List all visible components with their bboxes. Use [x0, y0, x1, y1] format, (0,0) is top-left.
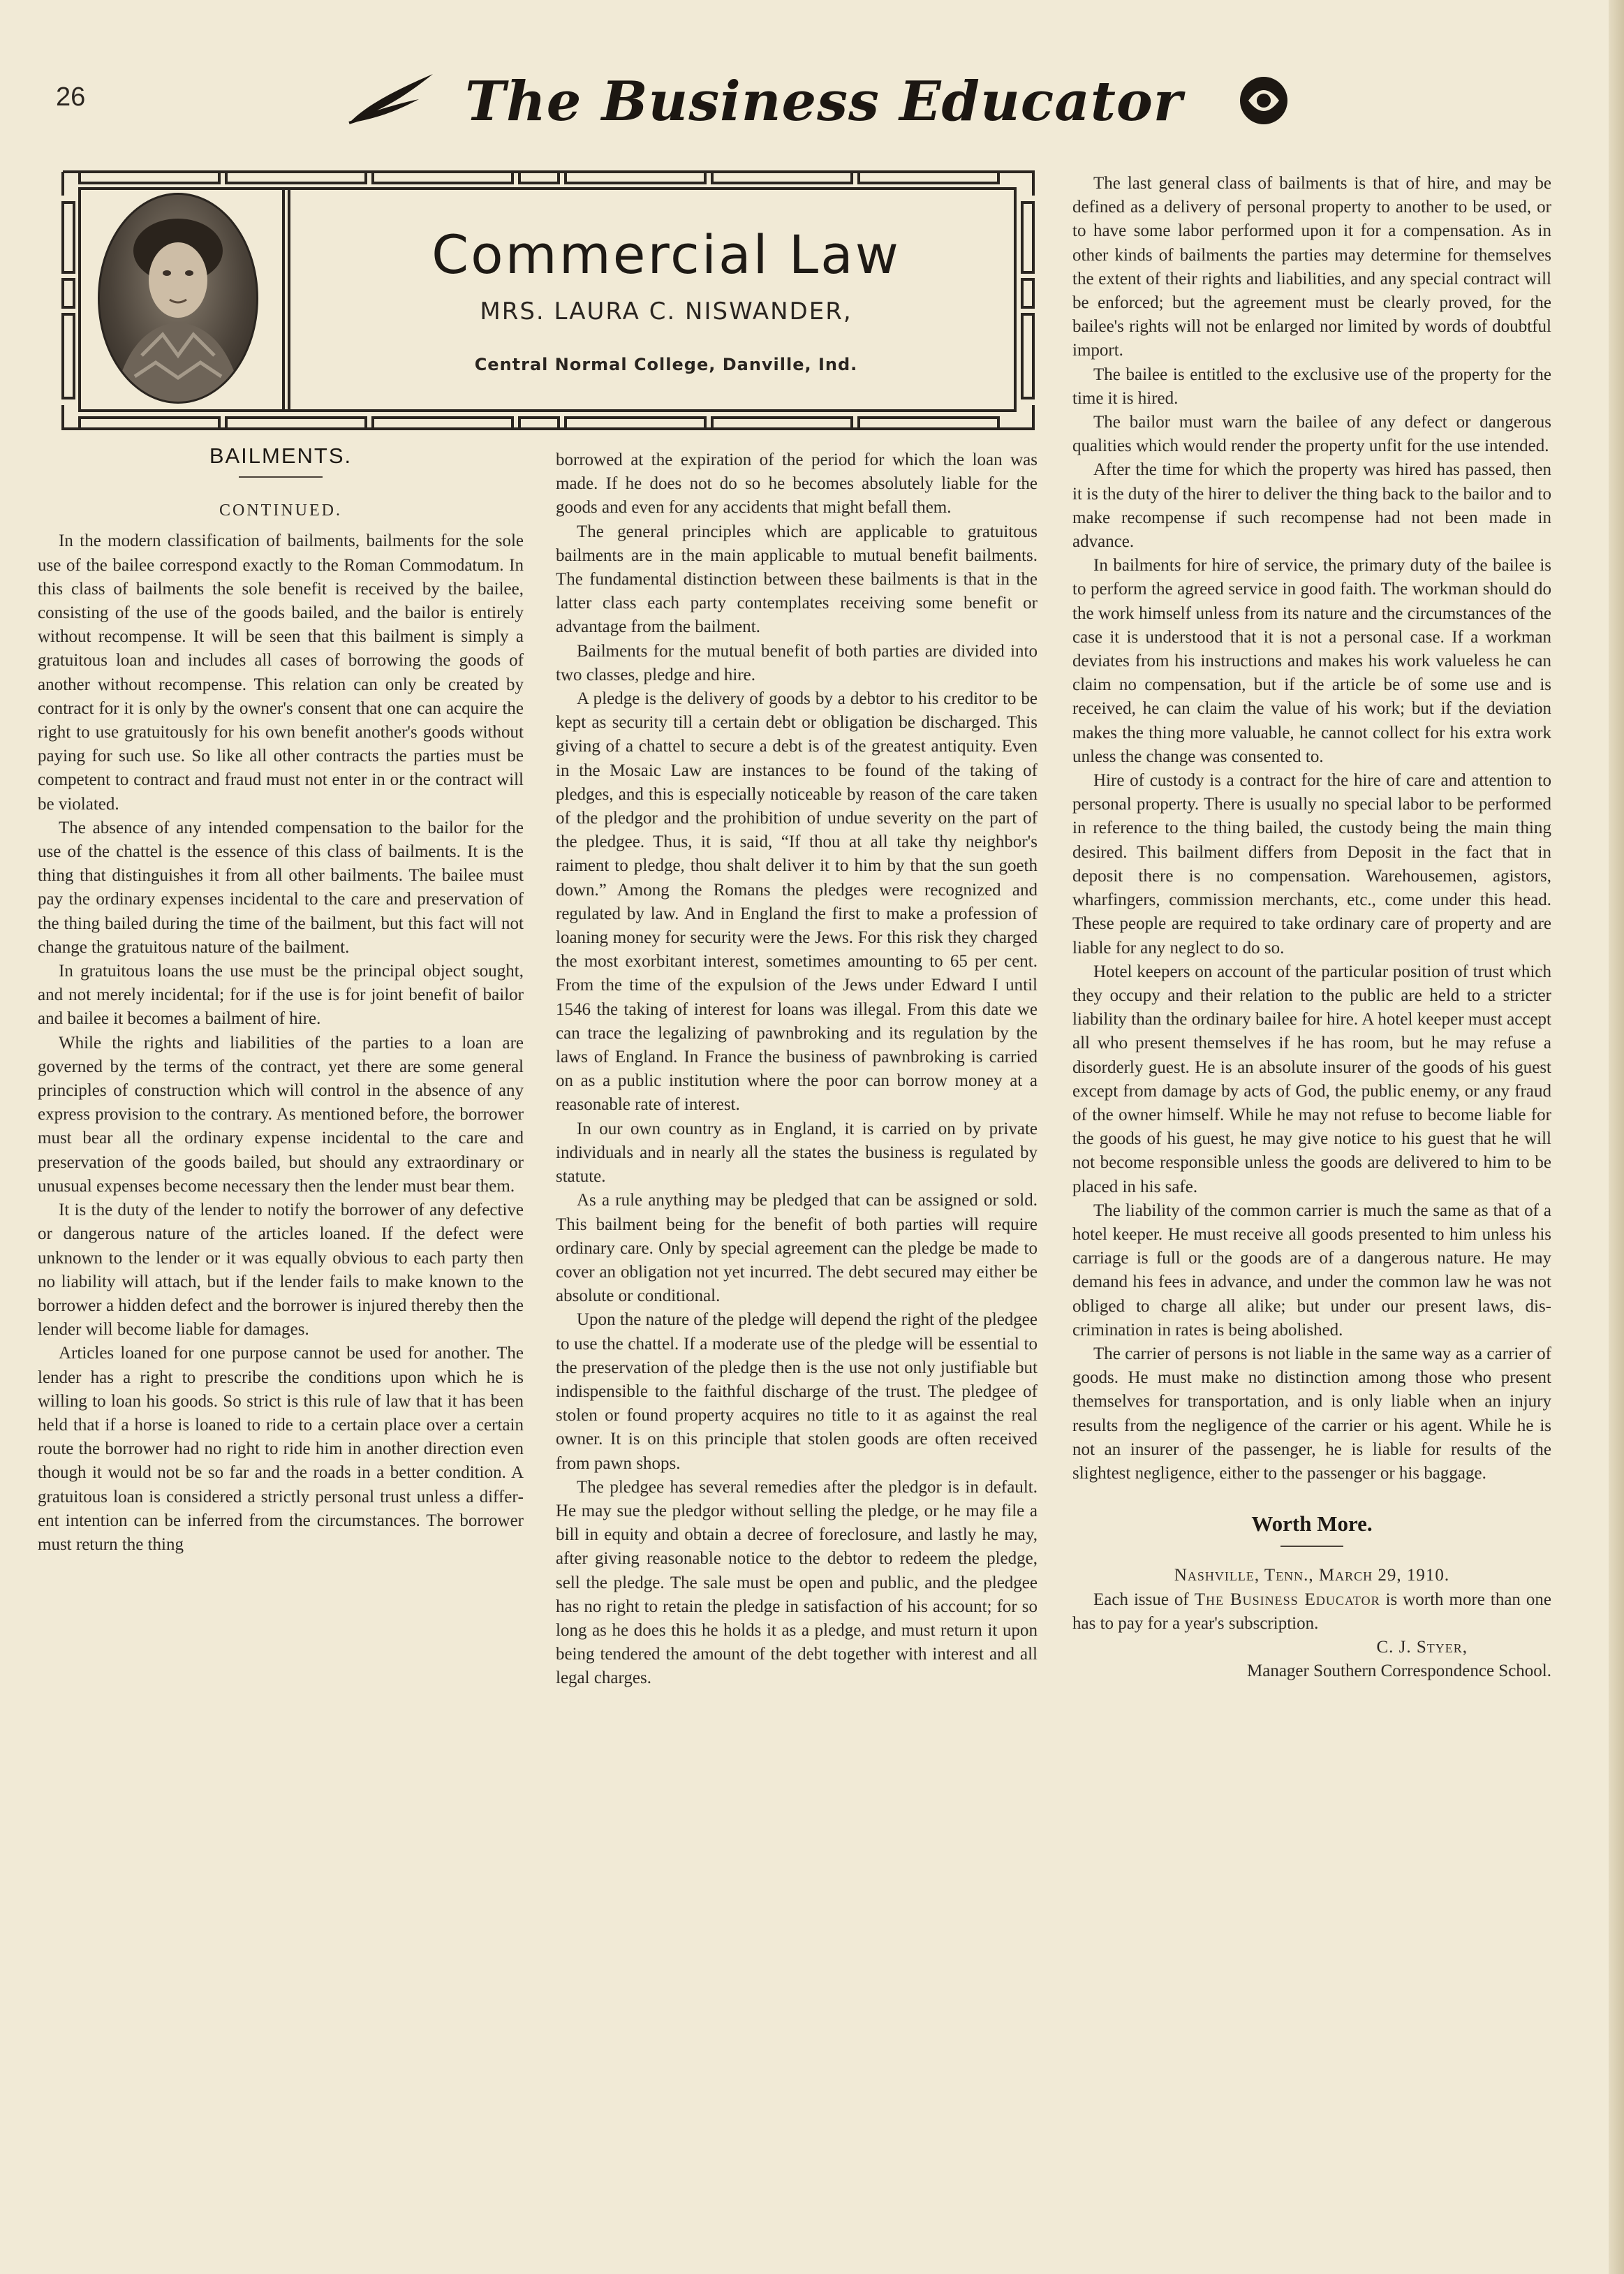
- continued-label: CONTINUED.: [219, 501, 342, 520]
- quill-icon: [342, 67, 440, 130]
- header-box: [59, 168, 1039, 433]
- paragraph: Upon the nature of the pledge will depend the right of the pledgee to use the chattel. If a moderate use of the pledge will be essential to the preservation of the pledge then is the use not only justifiable but indispensible to the faithful discharge of the trust. The pledgee of stolen or found property acquires no title to it as against the real owner. It is on this principle that stolen goods are often received from pawn shops.: [556, 1310, 1038, 1473]
- publication-name: The Business Educator: [1194, 1590, 1380, 1609]
- paragraph: After the time for which the property was hired has passed, then it is the duty of the hirer to deliver the thing back to the bailor and to make recompense if such recompense had not been made in advance.: [1072, 460, 1551, 552]
- paragraph: In our own country as in England, it is carried on by private individuals and in nearly all the states the business is regulated by statute.: [556, 1119, 1038, 1187]
- paragraph: The carrier of persons is not liable in the same way as a carrier of goods. He must make no distinction among those who present themselves for transportation, and is only liable when an injury results from the negligence of the carrier or his agent. While he is not an insurer of the passenger, he is liable for results of the slightest negligence, either to the passenger or his baggage.: [1072, 1344, 1551, 1483]
- header-author: MRS. LAURA C. NISWANDER,: [480, 298, 852, 325]
- paragraph: In the modern classification of bailments, bailments for the sole use of the bailee correspond exactly to the Roman Commodatum. In this class of bailments the sole benefit is received by the bailee, consisting of the use of the goods bailed, and the bailor is entirely without recompense. It will be seen that this bailment is simply a gratuitous loan and includes all cases of borrowing the goods of another without recompense. This relation can only be created by contract for it is only by the owner's consent that one can acquire the right to use gratuitously for his own benefit another's goods without paying for such use. So like all other contracts the parties must be competent to contract and fraud must not enter in or the contract will be violated.: [38, 531, 524, 814]
- paragraph: The general principles which are applicable to gratuitous bailments are in the main applicable to mutual benefit bailments. The fundamental distinction between these bailments is that in the latter class each party contemplates receiving some benefit or advantage from the bailment.: [556, 522, 1038, 637]
- paragraph: borrowed at the expiration of the period for which the loan was made. If he does not do so he becomes absolutely liable for the goods and even for any accidents that might befall them.: [556, 450, 1038, 518]
- paragraph: The pledgee has several remedies after the pledgor is in default. He may sue the pledgor without selling the pledge, or he may file a bill in equity and obtain a decree of foreclosure, and lastly he may, after giving reasonable notice to the debtor to redeem the pledge, sell the pledge. The sale must be open and public, and the pledgee has no right to retain the pledge in satisfaction of his account; for so long as he does this he holds it as a pledge, and must return it upon being tendered the amount of the debt together with interest and all legal charges.: [556, 1477, 1038, 1688]
- page-edge: [1609, 0, 1624, 2274]
- paragraph: The last general class of bailments is that of hire, and may be defined as a delivery of personal property to another to be used, or to have some labor performed upon it for a compensation. As in other kinds of bailments the parties may determine for themselves the extent of their rights and liabilities, and any special contract will be enforced; but the agreement must be clearly proved, for the bailee's rights will not be enlarged nor limited by words of doubtful import.: [1072, 174, 1551, 360]
- paragraph: It is the duty of the lender to notify the borrower of any defective or dangerous nature of the articles loaned. If the defect were unknown to the lender or it was equally obvious to each party then no liability will attach, but if the lender fails to make known to the borrower a hidden defect and the borrower is injured thereby then the lender will become liable for damages.: [38, 1201, 524, 1340]
- article-title: BAILMENTS.: [209, 444, 353, 468]
- masthead-title: The Business Educator: [465, 69, 1183, 133]
- paragraph: Hotel keepers on account of the particular position of trust which they occupy and their relation to the public are held to a stricter liability than the ordinary bailee for hire. A hotel keeper must accept all who present themselves if he has room, but he may refuse a disorderly guest. He is an absolute insurer of the goods of his guest except from damage by acts of God, the public enemy, or any fraud of the owner himself. While he may not refuse to become liable for the goods of his guest, he may give notice to his guest that he will not become responsible unless the goods are delivered to him to be placed in his safe.: [1072, 962, 1551, 1196]
- letter-signature: C. J. Styer,: [1376, 1637, 1468, 1657]
- letter-rule: [1280, 1546, 1343, 1547]
- header-title: Commercial Law: [431, 223, 901, 286]
- paragraph: While the rights and liabilities of the parties to a loan are governed by the terms of the contract, yet there are some general principles of construction which will control in the absence of any express provision to the contrary. As mentioned before, the borrower must bear all the ordinary expense incidental to the care and preservation of the goods bailed, but should any extraordinary or unusual expenses become necessary then the lender must bear them.: [38, 1033, 524, 1196]
- paragraph: The bailee is entitled to the exclusive use of the property for the time it is hired.: [1072, 365, 1551, 408]
- header-affiliation: Central Normal College, Danville, Ind.: [474, 355, 858, 374]
- paragraph: Bailments for the mutual benefit of both parties are divided into two classes, pledge and hire.: [556, 641, 1038, 684]
- author-portrait: [98, 193, 258, 404]
- article-column-3: [1072, 172, 1551, 1904]
- paragraph: The bailor must warn the bailee of any defect or dangerous qualities which would render the property unfit for the use intended.: [1072, 413, 1551, 456]
- article-column-1: [38, 444, 524, 2176]
- letter-body-start: Each issue of: [1093, 1590, 1195, 1609]
- letter-dateline: Nashville, Tenn., March 29, 1910.: [1174, 1566, 1450, 1585]
- letter-body: [1072, 1588, 1551, 1636]
- paragraph: As a rule anything may be pledged that can be assigned or sold. This bailment being for the benefit of both parties will require ordinary care. Only by special agreement can the pledge be made to cover an obligation not yet incurred. The debt secured may either be absolute or conditional.: [556, 1191, 1038, 1306]
- title-rule: [239, 476, 323, 478]
- letter-signer-title: Manager Southern Correspondence School.: [1247, 1662, 1551, 1681]
- paragraph: In bailments for hire of service, the primary duty of the bailee is to perform the agreed service in good faith. The workman should do the work himself unless from its nature and the circumstances of the case it is understood that it is not a personal case. If a workman deviates from his instructions and makes his work valueless he can claim no compensation, but if the article be of some use and is received, he can claim the value of his work; but if the deviation makes the thing more valuable, he cannot collect for his extra work unless the change was consented to.: [1072, 556, 1551, 766]
- page-number: 26: [56, 82, 86, 112]
- letter-body-end: is worth more than one has to pay for a year's subscription.: [1072, 1590, 1551, 1633]
- article-column-2: [556, 448, 1038, 2180]
- paragraph: The absence of any intended compensation to the bailor for the use of the chattel is the essence of this class of bailments. It is the thing that distinguishes it from all other bailments. The bailee must pay the ordinary expenses incidental to the care and preservation of the thing bailed during the time of the bailment, but this fact will not change the gratuitous nature of the bailment.: [38, 818, 524, 957]
- paragraph: A pledge is the delivery of goods by a debtor to his creditor to be kept as security till a certain debt or obligation be discharged. This giving of a chattel to secure a debt is of the greatest antiquity. Even in the Mosaic Law are instances to be found of the taking of pledges, and this is especially noticeable by reason of the care taken of the pledgor and the prohibition of undue severity on the part of the pledgee. Thus, it is said, “If thou at all take thy neighbor's raiment to pledge, thou shalt deliver it to him by that the sun goeth down.” Among the Romans the pledges were recognized and regulated by law. And in England the first to make a profession of loaning money for security were the Jews. For this risk they charged the most exorbitant interest, sometimes amounting to 65 per cent. From the time of the expulsion of the Jews under Edward I until 1546 the taking of interest for loans was illegal. From this date we can trace the legalizing of pawnbroking and its regulation by the laws of England. In France the business of pawnbroking is carried on as a public institution where the poor can borrow money at a reasonable rate of interest.: [556, 689, 1038, 1115]
- paragraph: Hire of custody is a contract for the hire of care and attention to personal property. There is usually no special labor to be performed in reference to the thing bailed, the custody being the main thing desired. This bailment differs from Deposit in the fact that in deposit there is no compensation. Warehousemen, agistors, wharfingers, commission merchants, etc., come under this head. These people are required to take ordinary care of property and are liable for any neglect to do so.: [1072, 771, 1551, 958]
- letter-title: Worth More.: [1251, 1511, 1373, 1536]
- paragraph: In gratuitous loans the use must be the principal object sought, and not merely incidental; for if the use is for joint benefit of bailor and bailee it becomes a bailment of hire.: [38, 962, 524, 1029]
- paragraph: Articles loaned for one purpose cannot be used for another. The lender has a right to prescribe the conditions upon which he is willing to loan his goods. So strict is this rule of law that it has been held that if a horse is loaned to ride to a certain place over a certain route the borrower had no right to ride him in another direction even though it would not be so far and the roads in a better condition. A gratuitous loan is considered a strictly personal trust unless a different intention can be inferred from the circumstances. The borrower must return the thing: [38, 1344, 524, 1554]
- paragraph: The liability of the common carrier is much the same as that of a hotel keeper. He must receive all goods presented to him unless his carriage is full or the goods are of a dangerous nature. He may demand his fees in advance, and under the common law he was not obliged to charge all alike; but under our present laws, discrimination in rates is being abolished.: [1072, 1201, 1551, 1340]
- emblem-icon: [1236, 73, 1292, 129]
